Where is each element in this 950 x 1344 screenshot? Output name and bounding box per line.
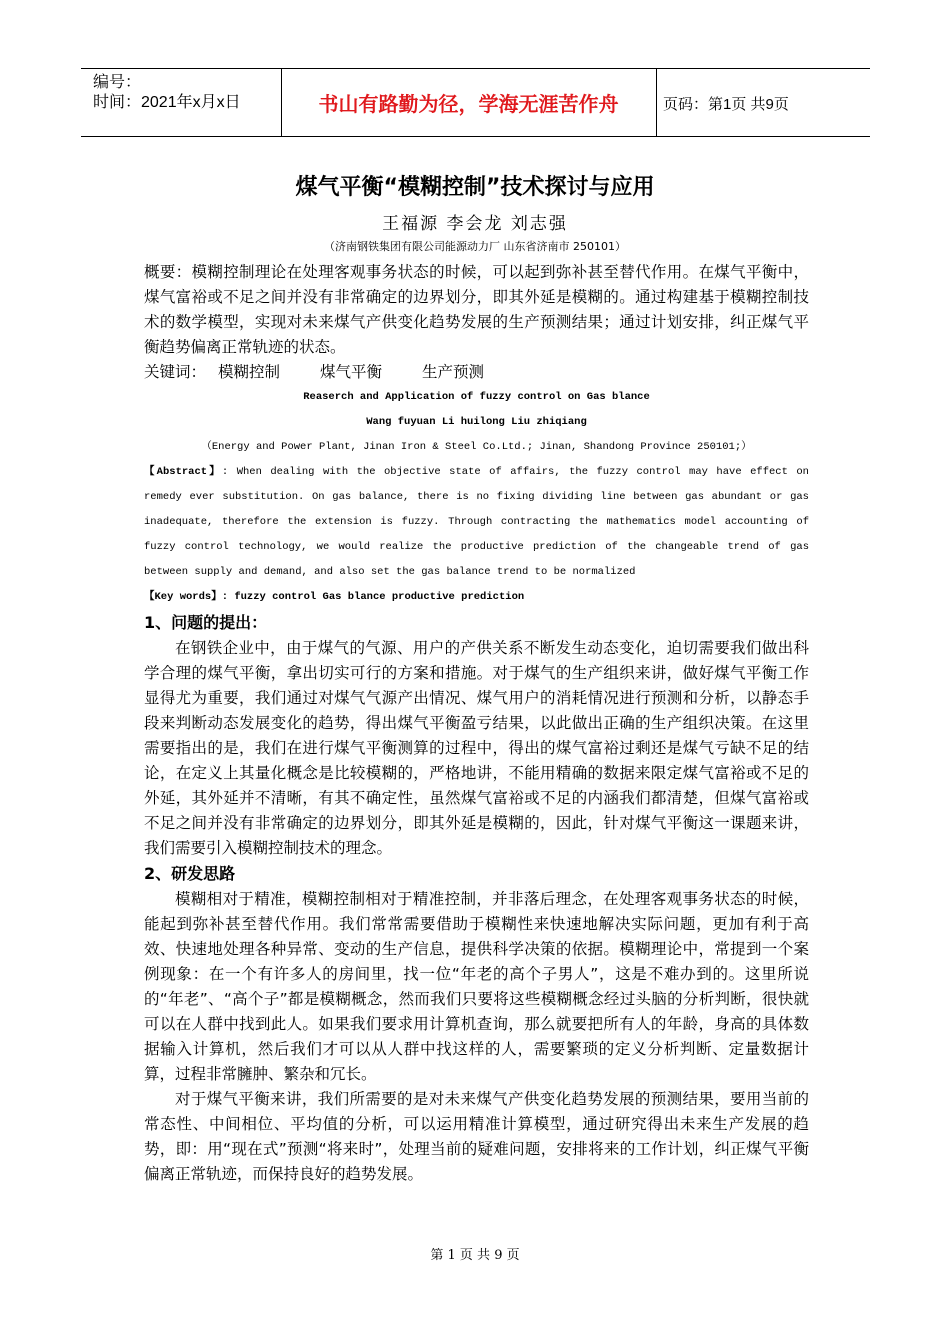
page-footer: 第 1 页 共 9 页: [430, 1248, 520, 1263]
page-header: [81, 68, 870, 137]
header-number: 编号：: [93, 74, 142, 91]
header-page-info: 页码：第1页 共9页: [663, 96, 789, 113]
english-authors: Wang fuyuan Li huilong Liu zhiqiang: [366, 416, 587, 428]
abstract-text: : When dealing with the objective state of affairs, the fuzzy control may have effect on remedy ever substitution. On gas balance, there is no fixing dividing line between gas abundant or gas inadequate, therefore the extension is fuzzy. Through contracting the mathematics model accounting of fuzzy control technology, we would realize the productive prediction of the changeable trend of gas between supply and demand, and also set the gas balance trend to be normalized: [144, 466, 809, 578]
header-meta: [93, 73, 241, 113]
keyword: 模糊控制: [218, 363, 281, 381]
keyword: 煤气平衡: [320, 363, 383, 381]
english-abstract: [144, 460, 809, 585]
paragraph: 对于煤气平衡来讲，我们所需要的是对未来煤气产供变化趋势发展的预测结果，要用当前的常态性、中间相位、平均值的分析，可以运用精准计算模型，通过研究得出未来生产发展的趋势，即：用“现在式”预测“将来时”，处理当前的疑难问题，安排将来的工作计划，纠正煤气平衡偏离正常轨迹，而保持良好的趋势发展。: [144, 1090, 809, 1183]
section-heading: 2、研发思路: [144, 864, 236, 883]
paragraph: 在钢铁企业中，由于煤气的气源、用户的产供关系不断发生动态变化，迫切需要我们做出科学合理的煤气平衡，拿出切实可行的方案和措施。对于煤气的生产组织来讲，做好煤气平衡工作显得尤为重要，我们通过对煤气气源产出情况、煤气用户的消耗情况进行预测和分析，以静态手段来判断动态发展变化的趋势，得出煤气平衡盈亏结果，以此做出正确的生产组织决策。在这里需要指出的是，我们在进行煤气平衡测算的过程中，得出的煤气富裕过剩还是煤气亏缺不足的结论，在定义上其量化概念是比较模糊的，严格地讲，不能用精确的数据来限定煤气富裕或不足的外延，其外延并不清晰，有其不确定性，虽然煤气富裕或不足的内涵我们都清楚，但煤气富裕或不足之间并没有非常确定的边界划分，即其外延是模糊的，因此，针对煤气平衡这一课题来讲，我们需要引入模糊控制技术的理念。: [144, 639, 809, 857]
authors: 王福源 李会龙 刘志强: [382, 214, 568, 234]
english-keywords: [144, 585, 809, 610]
header-motto: 书山有路勤为径，学海无涯苦作舟: [318, 92, 619, 116]
keywords-cn: [144, 360, 809, 385]
english-title: Reaserch and Application of fuzzy control on Gas blance: [303, 391, 650, 403]
paragraph: 模糊相对于精准，模糊控制相对于精准控制，并非落后理念，在处理客观事务状态的时候，能起到弥补甚至替代作用。我们常常需要借助于模糊性来快速地解决实际问题，更加有利于高效、快速地处理各种异常、变动的生产信息，提供科学决策的依据。模糊理论中，常提到一个案例现象：在一个有许多人的房间里，找一位“年老的高个子男人”，这是不难办到的。这里所说的“年老”、“高个子”都是模糊概念，然而我们只要将这些模糊概念经过头脑的分析判断，很快就可以在人群中找到此人。如果我们要求用计算机查询，那么就要把所有人的年龄，身高的具体数据输入计算机，然后我们才可以从人群中找这样的人，需要繁琐的定义分析判断、定量数据计算，过程非常臃肿、繁杂和冗长。: [144, 890, 809, 1083]
keywords-label: 关键词：: [144, 363, 207, 381]
affiliation: （济南钢铁集团有限公司能源动力厂 山东省济南市 250101）: [324, 240, 626, 253]
document-body: [144, 260, 809, 1187]
header-divider: [656, 69, 657, 136]
abstract-cn: 概要：模糊控制理论在处理客观事务状态的时候，可以起到弥补甚至替代作用。在煤气平衡中，煤气富裕或不足之间并没有非常确定的边界划分，即其外延是模糊的。通过构建基于模糊控制技术的数学模型，实现对未来煤气产供变化趋势发展的生产预测结果；通过计划安排，纠正煤气平衡趋势偏离正常轨迹的状态。: [144, 263, 809, 356]
keyword: 生产预测: [422, 363, 485, 381]
section-heading: 1、问题的提出：: [144, 613, 268, 632]
english-affiliation: （Energy and Power Plant, Jinan Iron & Steel Co.Ltd.; Jinan, Shandong Province 250101;）: [201, 441, 752, 453]
document-title: 煤气平衡“模糊控制”技术探讨与应用: [295, 175, 655, 200]
keywords-text-en: : fuzzy control Gas blance productive prediction: [221, 591, 525, 603]
keywords-label-en: 【Key words】: [144, 591, 222, 603]
english-abstract-block: [144, 385, 809, 610]
abstract-label: 【Abstract】: [144, 466, 222, 478]
header-date: 时间：2021年x月x日: [93, 94, 241, 111]
